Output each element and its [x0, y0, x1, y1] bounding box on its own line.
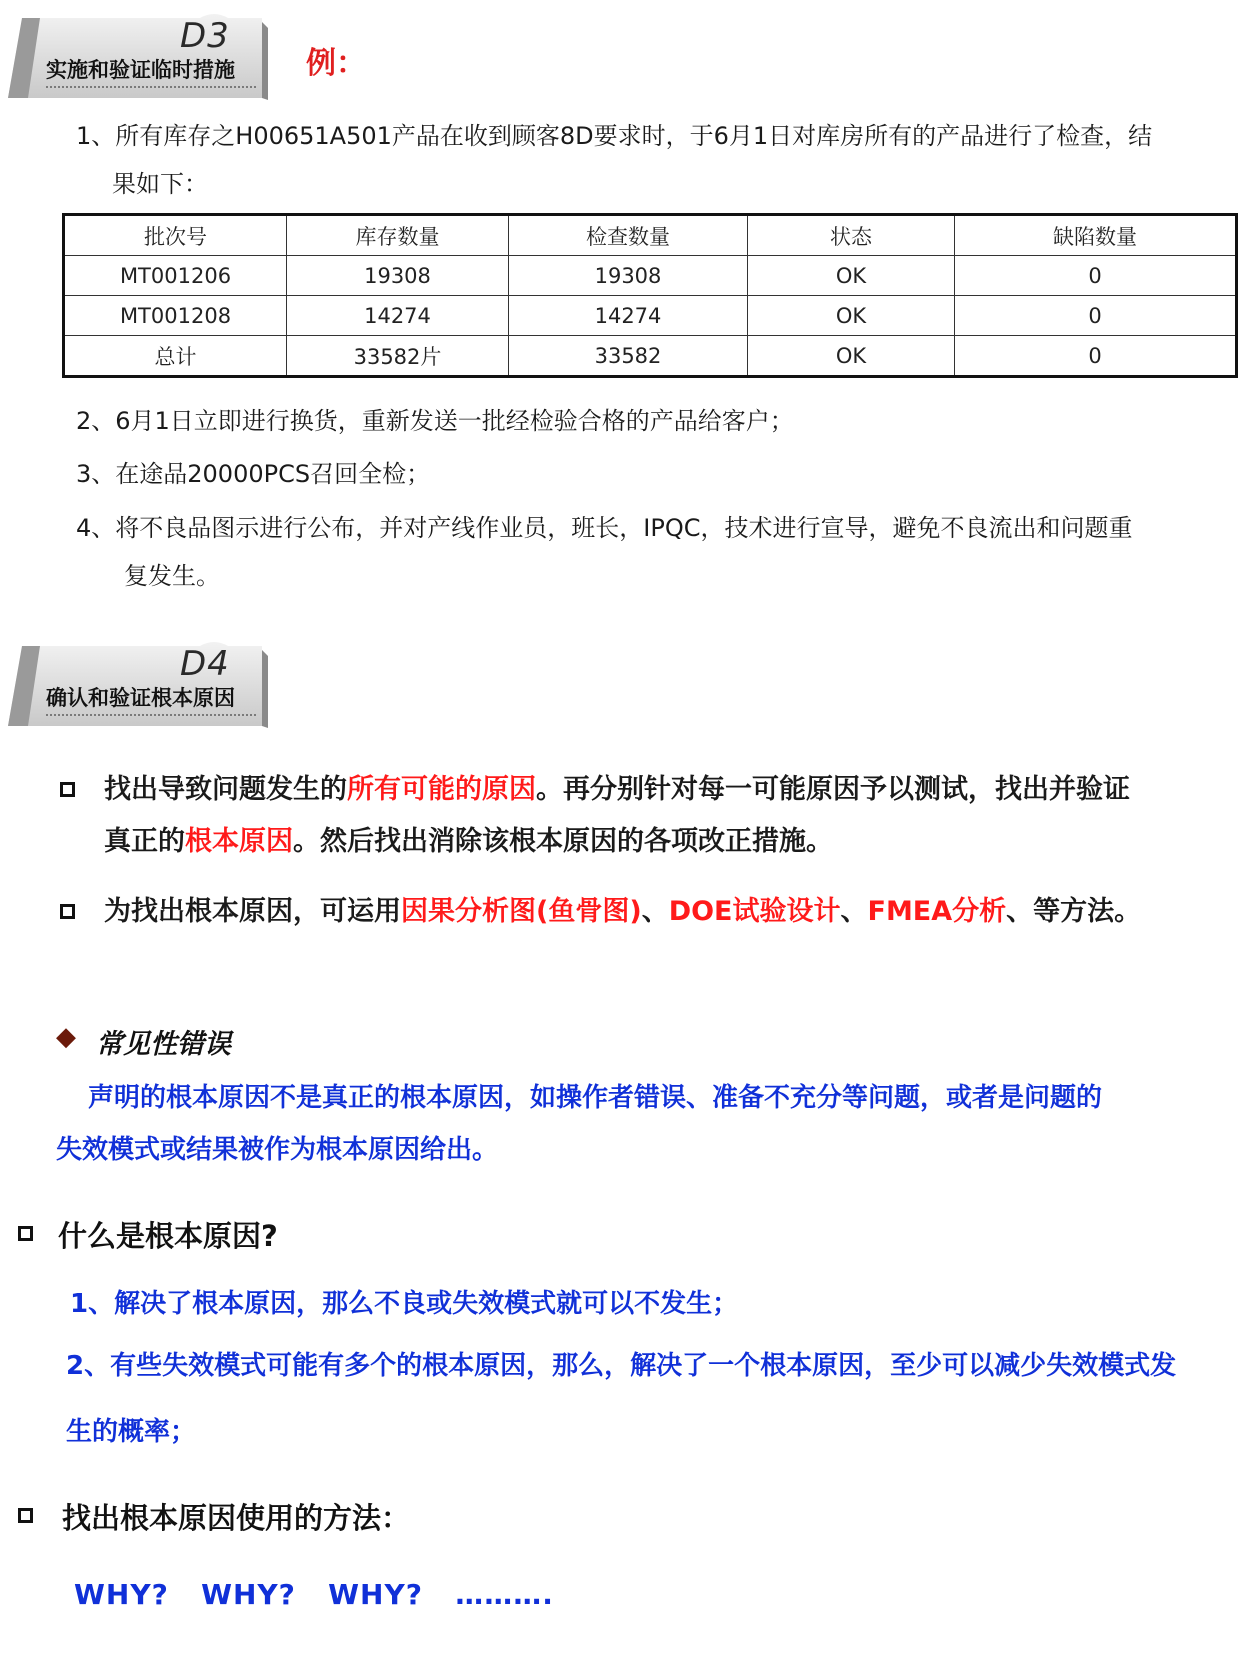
table-header: 状态 [748, 215, 955, 256]
table-cell: 0 [955, 336, 1237, 377]
table-cell: 14274 [509, 296, 748, 336]
table-header: 缺陷数量 [955, 215, 1237, 256]
table-row [64, 256, 1237, 296]
table-row [64, 296, 1237, 336]
table-cell: OK [748, 336, 955, 377]
table-cell: 33582片 [287, 336, 509, 377]
text-segment: 真正的 [104, 826, 185, 857]
common-errors-line-2: 失效模式或结果被作为根本原因给出。 [56, 1135, 499, 1165]
table-cell: 14274 [287, 296, 509, 336]
why-method-text: WHY? WHY? WHY? ………. [74, 1578, 554, 1611]
d4-section-tab [0, 636, 270, 728]
d3-item-1: 1、所有库存之H00651A501产品在收到顾客8D要求时，于6月1日对库房所有的产品进行了检查，结 [76, 122, 1153, 150]
square-bullet-icon [18, 1508, 33, 1523]
d3-code: D3 [180, 16, 230, 56]
d3-item-1-cont: 果如下： [112, 170, 208, 198]
what-is-root-cause-title: 什么是根本原因? [58, 1219, 278, 1253]
d4-bullet-2 [104, 886, 1224, 938]
d4-code: D4 [180, 644, 230, 684]
d4-bullet-1-cont [104, 816, 1224, 868]
highlight-text: 所有可能的原因 [347, 774, 536, 805]
root-cause-point-2-cont: 生的概率； [66, 1417, 197, 1447]
text-segment: 、 [840, 896, 868, 927]
table-cell: MT001206 [64, 256, 287, 296]
text-segment: 、 [641, 896, 669, 927]
inventory-table [62, 213, 1238, 378]
d3-item-4-cont: 复发生。 [124, 562, 220, 590]
table-cell: 总计 [64, 336, 287, 377]
highlight-text: DOE试验设计 [668, 896, 841, 927]
table-header-row [64, 215, 1237, 256]
text-segment: 。然后找出消除该根本原因的各项改正措施。 [293, 826, 833, 857]
square-bullet-icon [60, 782, 75, 797]
root-cause-point-2: 2、有些失效模式可能有多个的根本原因，那么，解决了一个根本原因，至少可以减少失效模式发 [66, 1351, 1177, 1381]
d3-section-tab [0, 8, 270, 100]
table-header: 库存数量 [287, 215, 509, 256]
square-bullet-icon [60, 904, 75, 919]
text-segment: 找出导致问题发生的 [104, 774, 347, 805]
d3-item-3: 3、在途品20000PCS召回全检； [76, 460, 431, 488]
highlight-text: 因果分析图(鱼骨图) [401, 896, 642, 927]
common-errors-line-1: 声明的根本原因不是真正的根本原因，如操作者错误、准备不充分等问题，或者是问题的 [88, 1083, 1103, 1113]
table-cell: OK [748, 256, 955, 296]
table-cell: 33582 [509, 336, 748, 377]
text-segment: 、等方法。 [1006, 896, 1142, 927]
square-bullet-icon [18, 1226, 33, 1241]
example-label: 例： [306, 46, 366, 81]
table-cell: MT001208 [64, 296, 287, 336]
d3-item-4: 4、将不良品图示进行公布，并对产线作业员，班长，IPQC，技术进行宣导，避免不良流出和问题重 [76, 514, 1133, 542]
diamond-bullet-icon: ◆ [56, 1022, 76, 1052]
d3-item-2: 2、6月1日立即进行换货，重新发送一批经检验合格的产品给客户； [76, 407, 794, 435]
root-cause-point-1: 1、解决了根本原因，那么不良或失效模式就可以不发生； [70, 1289, 739, 1319]
highlight-text: 根本原因 [185, 826, 293, 857]
table-row-total [64, 336, 1237, 377]
table-header: 检查数量 [509, 215, 748, 256]
text-segment: 。再分别针对每一可能原因予以测试，找出并验证 [536, 774, 1130, 805]
table-cell: OK [748, 296, 955, 336]
common-errors-title: 常见性错误 [96, 1029, 231, 1060]
table-cell: 0 [955, 256, 1237, 296]
method-title: 找出根本原因使用的方法： [62, 1501, 411, 1535]
highlight-text: FMEA分析 [867, 896, 1007, 927]
table-cell: 19308 [287, 256, 509, 296]
d3-title: 实施和验证临时措施 [46, 54, 256, 88]
d4-title: 确认和验证根本原因 [46, 682, 256, 716]
table-header: 批次号 [64, 215, 287, 256]
table-cell: 0 [955, 296, 1237, 336]
d4-bullet-1 [104, 764, 1224, 816]
text-segment: 为找出根本原因，可运用 [104, 896, 401, 927]
table-cell: 19308 [509, 256, 748, 296]
